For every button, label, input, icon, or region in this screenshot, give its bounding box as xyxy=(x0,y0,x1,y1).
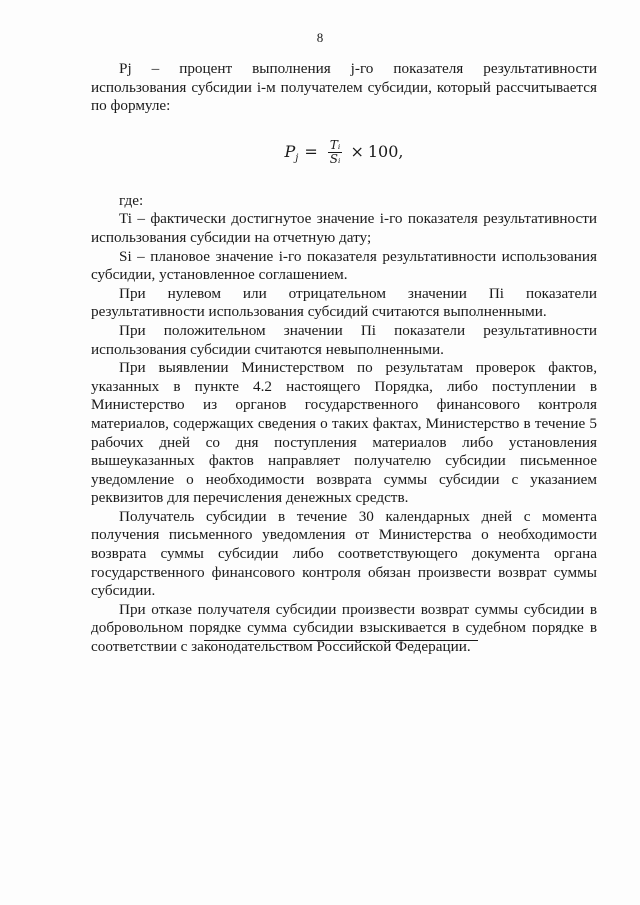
page-number: 8 xyxy=(316,30,324,45)
formula-equals: = xyxy=(304,142,318,162)
paragraph-where: где: xyxy=(119,191,144,209)
formula-times: × xyxy=(350,142,364,162)
paragraph-refusal: При отказе получателя субсидии произвести возврат суммы субсидии в добровольном порядке сумма субсидии взыскивается в судебном порядке в соответствии с законодательством Российской Федерации. xyxy=(91,600,597,656)
formula-numerator: Tᵢ xyxy=(329,138,341,153)
paragraph-si-definition: Si – плановое значение i-го показателя результативности использования субсидии, установленное соглашением. xyxy=(91,247,597,284)
document-body xyxy=(91,60,597,657)
formula-fraction xyxy=(328,139,343,166)
paragraph-positive-value: При положительном значении Пi показатели результативности использования субсидии считаются невыполненными. xyxy=(91,321,597,358)
paragraph-pj-definition: Pj – процент выполнения j-го показателя результативности использования субсидии i-м получателем субсидии, который рассчитывается по формуле: xyxy=(91,60,597,115)
formula-lhs: $P_j$ xyxy=(284,142,299,165)
paragraph-detection: При выявлении Министерством по результатам проверок фактов, указанных в пункте 4.2 настоящего Порядка, либо поступлении в Министерство из органов государственного финансового контроля материалов, содержащих сведения о таких фактах, Министерство в течение 5 рабочих дней со дня поступления материалов либо установления вышеуказанных фактов направляет получателю субсидии письменное уведомление о необходимости возврата суммы субсидии с указанием реквизитов для перечисления денежных средств. xyxy=(91,359,597,507)
formula xyxy=(91,120,597,186)
formula-denominator: Sᵢ xyxy=(329,152,341,167)
end-rule-divider xyxy=(204,640,478,641)
formula-factor: 100, xyxy=(367,142,404,162)
paragraph-ti-definition: Ti – фактически достигнутое значение i-го показателя результативности использования субсидии на отчетную дату; xyxy=(91,210,597,246)
paragraph-recipient-return: Получатель субсидии в течение 30 календарных дней с момента получения письменного уведомления от Министерства о необходимости возврата суммы субсидии либо соответствующего документа органа государственного финансового контроля обязан произвести возврат суммы субсидии. xyxy=(91,507,597,600)
paragraph-zero-value: При нулевом или отрицательном значении Пi показатели результативности использования субсидий считаются выполненными. xyxy=(91,284,597,321)
